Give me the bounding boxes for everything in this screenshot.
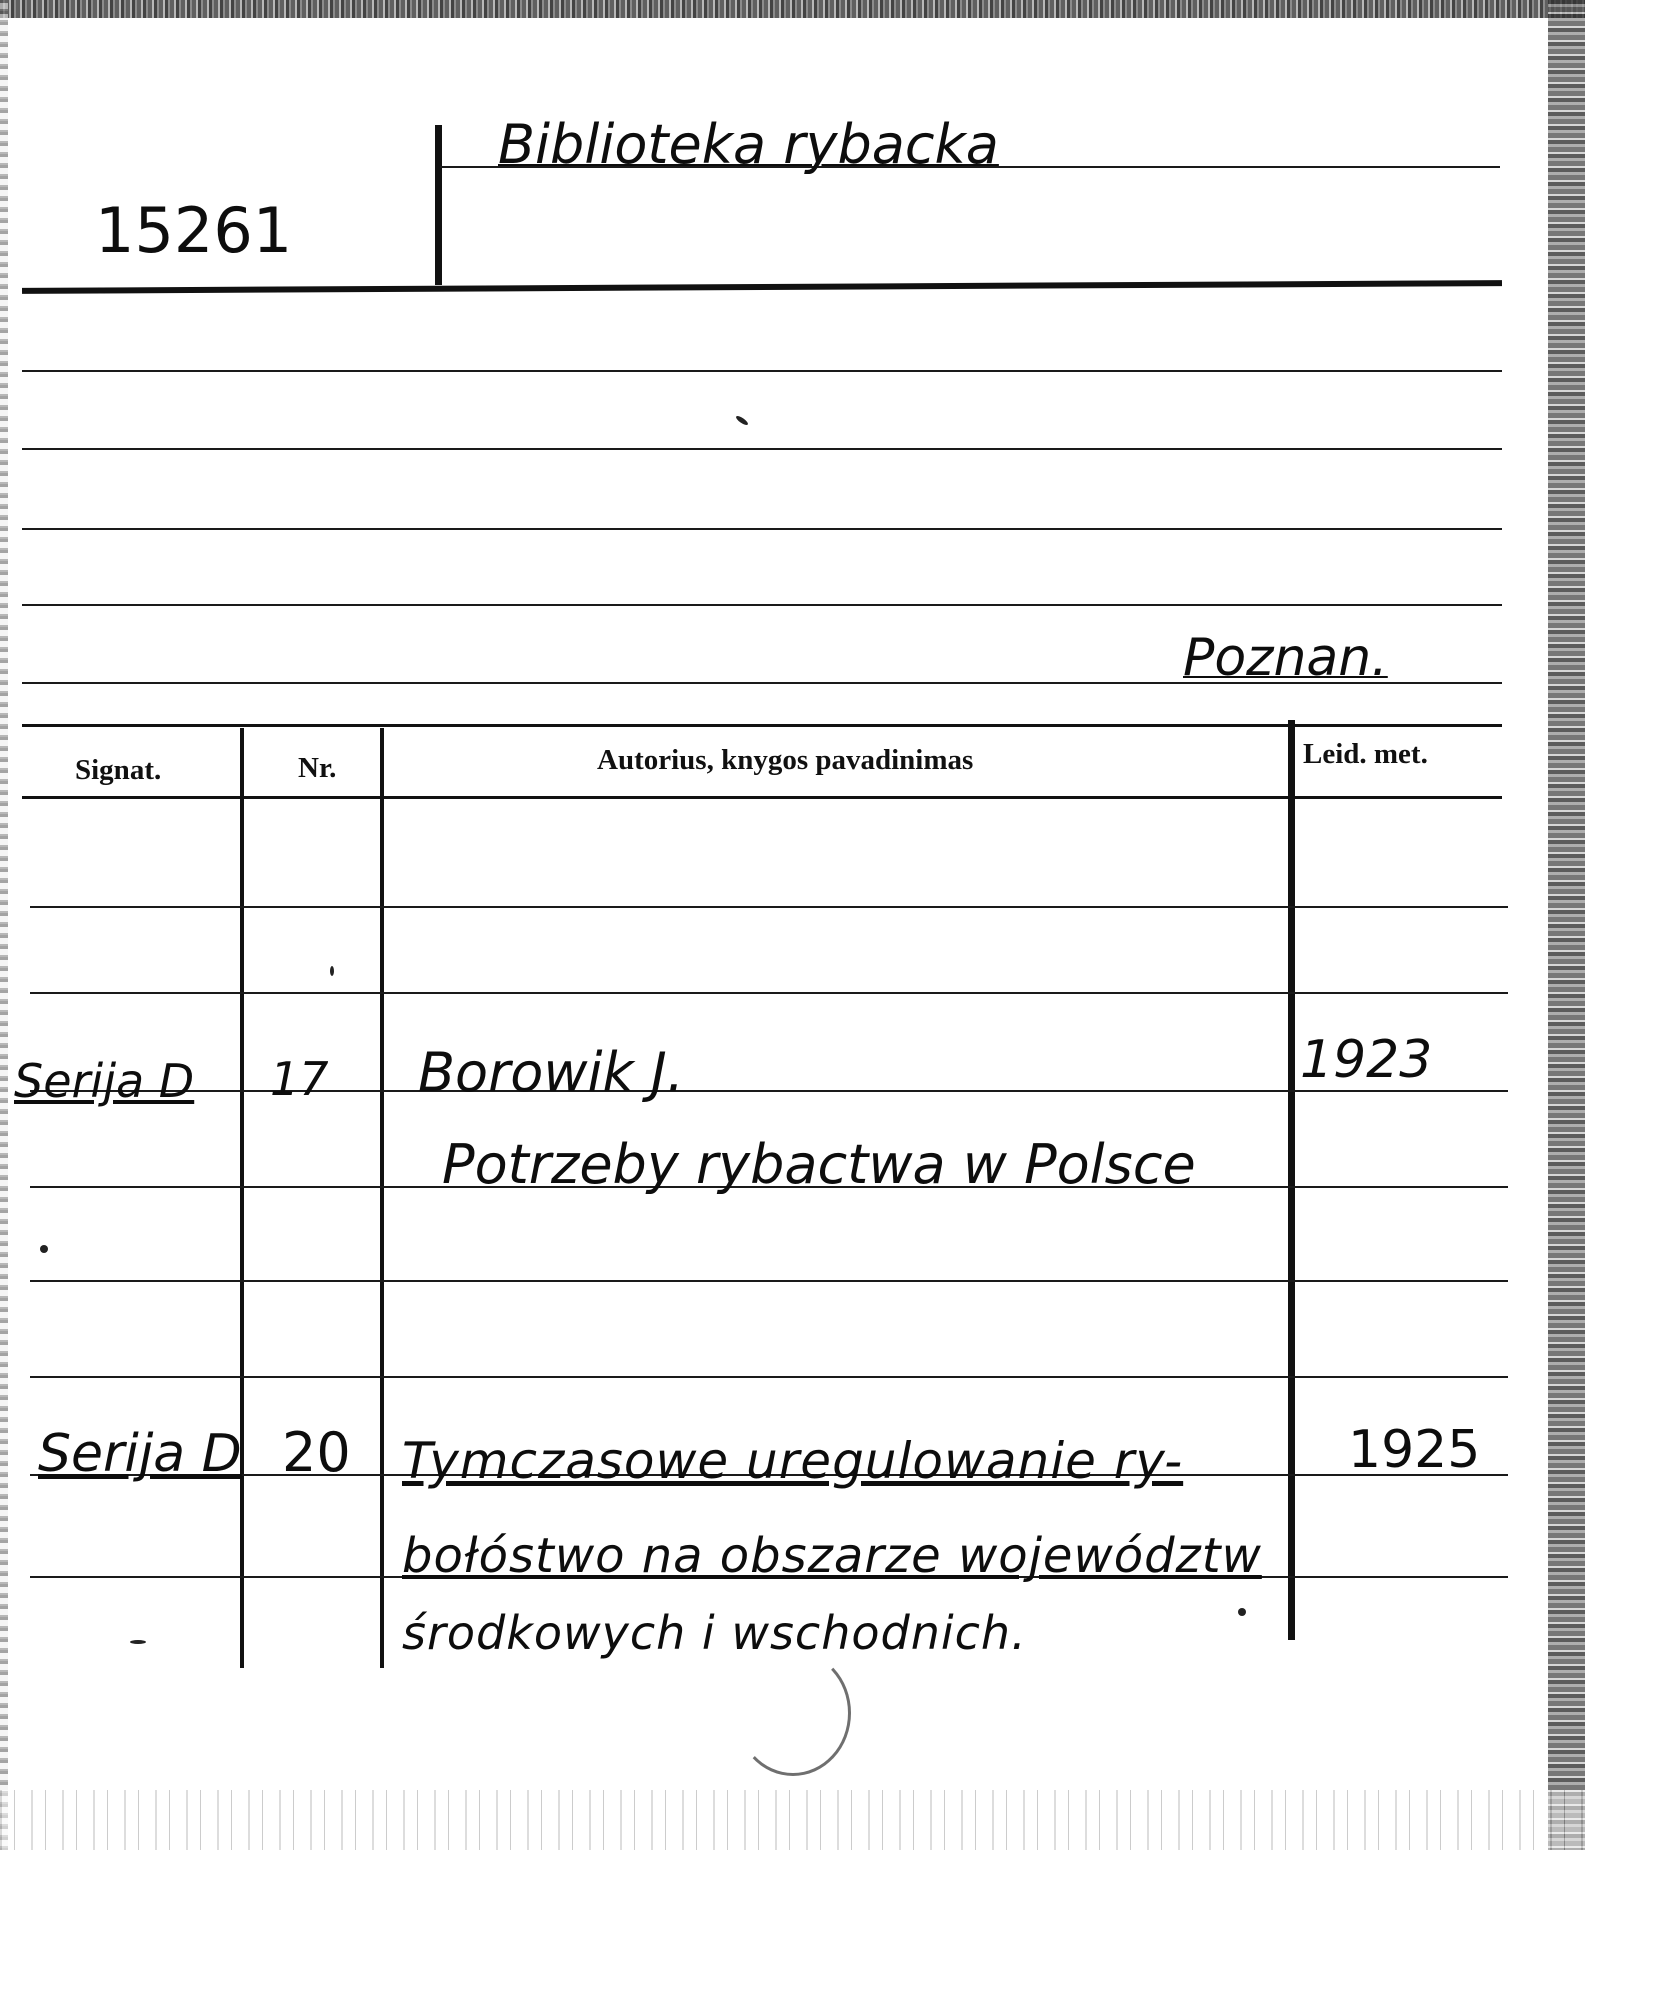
ruled-line	[22, 370, 1502, 372]
entry-title-line: Tymczasowe uregulowanie ry-	[402, 1432, 1184, 1490]
column-divider-year	[1288, 720, 1295, 1640]
scan-edge-bottom	[0, 1790, 1585, 1850]
entry-number: 17	[270, 1052, 329, 1106]
table-row-rule	[30, 1090, 1508, 1092]
scan-edge-left	[0, 0, 8, 1850]
ruled-line	[22, 604, 1502, 606]
entry-signature: Serija D	[14, 1054, 195, 1108]
series-title: Biblioteka rybacka	[498, 113, 999, 176]
scan-edge-top	[0, 0, 1585, 18]
entry-year: 1925	[1348, 1420, 1481, 1480]
scan-speck	[735, 414, 749, 426]
column-divider-nr	[240, 728, 244, 1668]
column-divider-title	[380, 728, 384, 1668]
entry-author: Borowik J.	[418, 1041, 685, 1104]
column-header-author-title: Autorius, knygos pavadinimas	[597, 744, 974, 776]
scan-edge-right	[1548, 0, 1585, 1850]
scan-speck	[130, 1640, 146, 1644]
entry-title-line: środkowych i wschodnich.	[402, 1606, 1027, 1660]
entry-title: Potrzeby rybactwa w Polsce	[442, 1133, 1196, 1196]
column-header-number: Nr.	[298, 752, 337, 784]
ruled-line	[22, 448, 1502, 450]
table-row-rule	[30, 1376, 1508, 1378]
scan-speck	[1238, 1608, 1246, 1616]
catalog-number: 15261	[95, 194, 293, 267]
stamp-mark	[735, 1650, 851, 1776]
scan-speck	[40, 1245, 48, 1253]
entry-number: 20	[282, 1421, 351, 1484]
table-header-rule	[22, 796, 1502, 799]
table-row-rule	[30, 1280, 1508, 1282]
ruled-line	[22, 528, 1502, 530]
publication-place: Poznan.	[1183, 628, 1388, 688]
entry-title-line: bołóstwo na obszarze województw	[402, 1528, 1262, 1584]
header-rule	[22, 280, 1502, 294]
table-row-rule	[30, 992, 1508, 994]
entry-year: 1923	[1300, 1030, 1433, 1090]
table-row-rule	[30, 906, 1508, 908]
table-top-rule	[22, 724, 1502, 727]
entry-signature: Serija D	[38, 1424, 242, 1484]
header-divider	[435, 125, 442, 285]
column-header-year: Leid. met.	[1303, 738, 1428, 770]
column-header-signature: Signat.	[75, 754, 162, 786]
scan-speck	[330, 966, 334, 976]
